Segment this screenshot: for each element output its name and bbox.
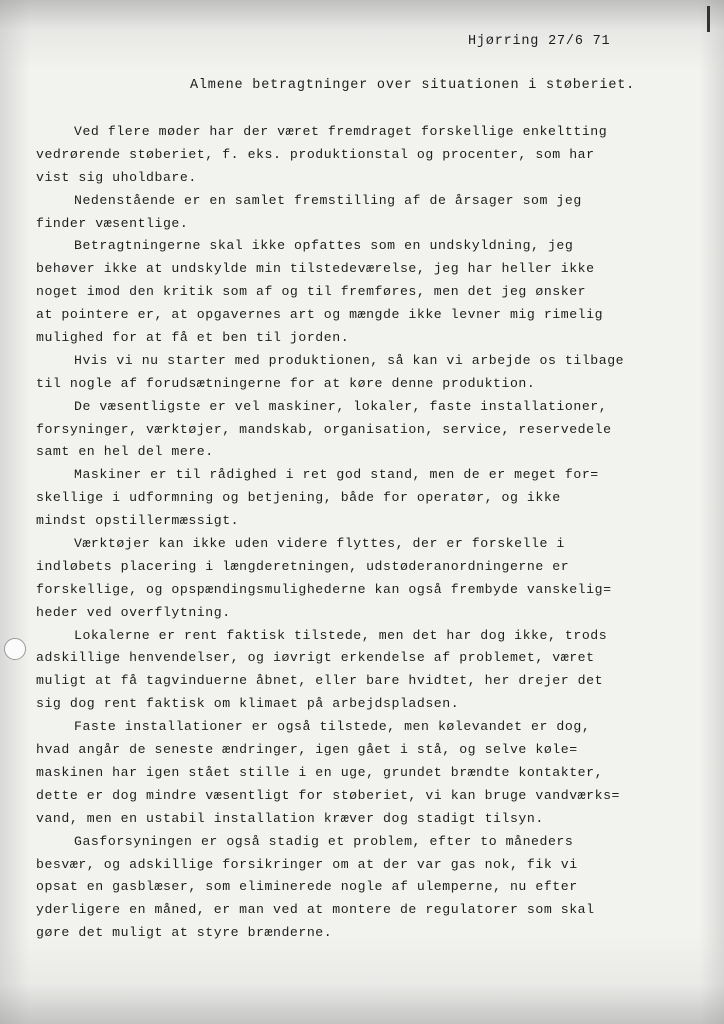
text-line: behøver ikke at undskylde min tilstedeværelse, jeg har heller ikke xyxy=(36,261,595,277)
text-line: mulighed for at få et ben til jorden. xyxy=(36,330,350,346)
text-line: yderligere en måned, er man ved at montere de regulatorer som skal xyxy=(36,902,595,918)
text-line: adskillige henvendelser, og iøvrigt erkendelse af problemet, været xyxy=(36,650,595,666)
document-body xyxy=(36,121,676,945)
text-line: heder ved overflytning. xyxy=(36,604,231,620)
text-line: samt en hel del mere. xyxy=(36,444,214,460)
text-line: Lokalerne er rent faktisk tilstede, men det har dog ikke, trods xyxy=(74,627,608,643)
document-title: Almene betragtninger over situationen i støberiet. xyxy=(190,78,636,93)
text-line: at pointere er, at opgavernes art og mængde ikke levner mig rimelig xyxy=(36,307,604,323)
text-line: til nogle af forudsætningerne for at køre denne produktion. xyxy=(36,375,536,391)
document-date: Hjørring 27/6 71 xyxy=(468,34,611,49)
text-line: muligt at få tagvinduerne åbnet, eller bare hvidtet, her drejer det xyxy=(36,673,604,689)
text-line: gøre det muligt at styre brænderne. xyxy=(36,925,333,941)
text-line: forskellige, og opspændingsmulighederne kan også frembyde vanskelig= xyxy=(36,581,612,597)
corner-mark xyxy=(707,6,710,32)
text-line: besvær, og adskillige forsikringer om at der var gas nok, fik vi xyxy=(36,856,578,872)
text-line: mindst opstillermæssigt. xyxy=(36,513,240,529)
text-line: opsat en gasblæser, som eliminerede nogle af ulemperne, nu efter xyxy=(36,879,578,895)
text-line: Betragtningerne skal ikke opfattes som en undskyldning, jeg xyxy=(74,238,574,254)
text-line: finder væsentlige. xyxy=(36,215,189,231)
text-line: skellige i udformning og betjening, både for operatør, og ikke xyxy=(36,490,561,506)
text-line: Faste installationer er også tilstede, men kølevandet er dog, xyxy=(74,719,591,735)
text-line: vedrørende støberiet, f. eks. produktionstal og procenter, som har xyxy=(36,146,595,162)
text-line: De væsentligste er vel maskiner, lokaler, faste installationer, xyxy=(74,398,608,414)
text-line: Maskiner er til rådighed i ret god stand, men de er meget for= xyxy=(74,467,599,483)
punch-hole xyxy=(4,638,26,660)
text-line: Værktøjer kan ikke uden videre flyttes, der er forskelle i xyxy=(74,536,565,552)
text-line: Gasforsyningen er også stadig et problem, efter to måneders xyxy=(74,833,574,849)
text-line: vist sig uholdbare. xyxy=(36,169,197,185)
text-line: forsyninger, værktøjer, mandskab, organisation, service, reservedele xyxy=(36,421,612,437)
text-line: indløbets placering i længderetningen, udstøderanordningerne er xyxy=(36,558,570,574)
text-line: Ved flere møder har der været fremdraget forskellige enkeltting xyxy=(74,124,608,139)
text-line: maskinen har igen stået stille i en uge, grundet brændte kontakter, xyxy=(36,764,604,780)
text-line: noget imod den kritik som af og til fremføres, men det jeg ønsker xyxy=(36,284,587,300)
text-line: sig dog rent faktisk om klimaet på arbejdspladsen. xyxy=(36,696,460,712)
text-line: Nedenstående er en samlet fremstilling af de årsager som jeg xyxy=(74,192,582,208)
text-line: hvad angår de seneste ændringer, igen gået i stå, og selve køle= xyxy=(36,742,578,758)
text-line: vand, men en ustabil installation kræver dog stadigt tilsyn. xyxy=(36,810,544,826)
text-line: dette er dog mindre væsentligt for støberiet, vi kan bruge vandværks= xyxy=(36,787,621,803)
text-line: Hvis vi nu starter med produktionen, så kan vi arbejde os tilbage xyxy=(74,352,625,368)
